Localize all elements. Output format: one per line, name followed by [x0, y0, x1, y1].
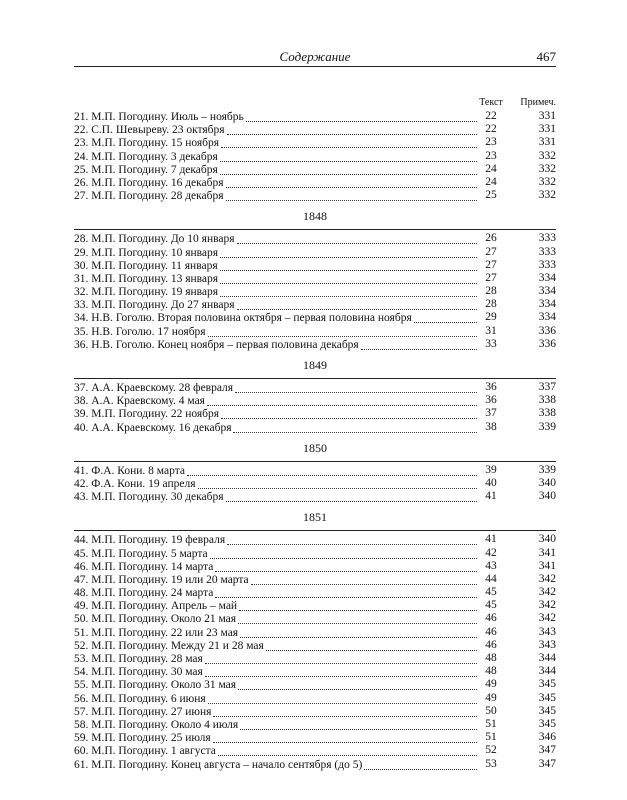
- toc-entry-line: [74, 612, 477, 626]
- toc-entry: [74, 259, 556, 272]
- notes-page-number: 338: [538, 394, 556, 407]
- toc-entry-line: [74, 311, 477, 325]
- toc-entry-line: [74, 652, 477, 666]
- notes-page-number: 332: [538, 175, 556, 188]
- toc-entry-line: [74, 639, 477, 653]
- notes-page-number: 347: [538, 757, 556, 770]
- dot-leader: [215, 560, 477, 572]
- toc-entry-title: 55. М.П. Погодину. Около 31 мая: [74, 679, 237, 692]
- toc-entry: [74, 394, 556, 407]
- toc-entry-line: [74, 533, 477, 547]
- toc-entry-line: [74, 692, 477, 706]
- dot-leader: [198, 477, 477, 489]
- notes-page-number: 346: [538, 731, 556, 744]
- text-page-number: 28: [485, 298, 497, 311]
- toc-entry: [74, 325, 556, 338]
- notes-page-number: 333: [538, 232, 556, 245]
- toc-entry-title: 44. М.П. Погодину. 19 февраля: [74, 534, 226, 547]
- text-page-number: 46: [485, 638, 497, 651]
- toc-entry-title: 33. М.П. Погодину. До 27 января: [74, 299, 235, 312]
- toc-entry: [74, 189, 556, 202]
- toc-entry: [74, 639, 556, 652]
- toc-entry-title: 35. Н.В. Гоголю. 17 ноября: [74, 325, 206, 338]
- toc-entry-title: 40. А.А. Краевскому. 16 декабря: [74, 421, 232, 434]
- toc-entry-line: [74, 136, 477, 150]
- toc-entry-title: 26. М.П. Погодину. 16 декабря: [74, 176, 224, 189]
- toc-entry-line: [74, 189, 477, 203]
- text-page-number: 41: [485, 490, 497, 503]
- toc-entry: [74, 421, 556, 434]
- text-page-number: 52: [485, 744, 497, 757]
- dot-leader: [237, 298, 477, 310]
- dot-leader: [240, 626, 477, 638]
- notes-page-number: 333: [538, 258, 556, 271]
- toc-entry-title: 39. М.П. Погодину. 22 ноября: [74, 408, 220, 421]
- dot-leader: [187, 464, 477, 476]
- toc-entry-line: [74, 421, 477, 435]
- dot-leader: [220, 259, 477, 271]
- year-heading: [74, 503, 556, 533]
- toc-entry-line: [74, 407, 477, 421]
- text-page-number: 31: [485, 324, 497, 337]
- toc-entry: [74, 692, 556, 705]
- toc-entry: [74, 612, 556, 625]
- text-page-number: 37: [485, 407, 497, 420]
- toc-entry-title: 45. М.П. Погодину. 5 марта: [74, 547, 208, 560]
- toc-entry: [74, 285, 556, 298]
- toc-entry: [74, 490, 556, 503]
- toc-entry: [74, 744, 556, 757]
- notes-page-number: 339: [538, 420, 556, 433]
- dot-leader: [227, 123, 477, 135]
- text-page-number: 48: [485, 665, 497, 678]
- notes-page-number: 331: [538, 110, 556, 122]
- notes-page-number: 347: [538, 744, 556, 757]
- text-page-number: 51: [485, 717, 497, 730]
- dot-leader: [361, 338, 477, 350]
- toc-entry-title: 49. М.П. Погодину. Апрель – май: [74, 600, 238, 613]
- notes-page-number: 339: [538, 463, 556, 476]
- toc-entry: [74, 338, 556, 351]
- dot-leader: [221, 407, 477, 419]
- toc-entry-title: 42. Ф.А. Кони. 19 апреля: [74, 477, 196, 490]
- toc-entry-title: 47. М.П. Погодину. 19 или 20 марта: [74, 573, 249, 586]
- notes-page-number: 338: [538, 407, 556, 420]
- toc-entry-line: [74, 573, 477, 587]
- text-page-number: 45: [485, 599, 497, 612]
- notes-page-number: 342: [538, 572, 556, 585]
- toc-entry: [74, 573, 556, 586]
- text-page-number: 49: [485, 691, 497, 704]
- toc-entry-title: 41. Ф.А. Кони. 8 марта: [74, 464, 185, 477]
- dot-leader: [205, 652, 477, 664]
- notes-page-number: 342: [538, 599, 556, 612]
- dot-leader: [215, 586, 477, 598]
- toc-entry-line: [74, 626, 477, 640]
- column-header-text: Текст: [479, 97, 503, 108]
- dot-leader: [213, 731, 477, 743]
- toc-entry-title: 38. А.А. Краевскому. 4 мая: [74, 395, 205, 408]
- toc-entry-line: [74, 678, 477, 692]
- notes-page-number: 333: [538, 245, 556, 258]
- text-page-number: 51: [485, 731, 497, 744]
- toc-entry: [74, 586, 556, 599]
- toc-entry-title: 56. М.П. Погодину. 6 июня: [74, 692, 206, 705]
- toc-entry-line: [74, 477, 477, 491]
- notes-page-number: 343: [538, 625, 556, 638]
- toc-entry-line: [74, 381, 477, 395]
- toc-entry-line: [74, 246, 477, 260]
- toc-entry-title: 22. С.П. Шевыреву. 23 октября: [74, 124, 225, 137]
- text-page-number: 46: [485, 625, 497, 638]
- notes-page-number: 334: [538, 285, 556, 298]
- toc-entry-title: 61. М.П. Погодину. Конец августа – начало сентября (до 5): [74, 758, 363, 771]
- text-page-number: 40: [485, 476, 497, 489]
- year-heading: [74, 351, 556, 381]
- toc-entry-title: 21. М.П. Погодину. Июль – ноябрь: [74, 111, 244, 123]
- toc-entry-line: [74, 718, 477, 732]
- toc-entry-title: 46. М.П. Погодину. 14 марта: [74, 560, 214, 573]
- page-number: 467: [536, 49, 556, 64]
- toc-entry-line: [74, 758, 477, 772]
- text-page-number: 36: [485, 394, 497, 407]
- table-of-contents: [74, 110, 556, 771]
- text-page-number: 22: [485, 123, 497, 136]
- text-page-number: 44: [485, 572, 497, 585]
- toc-entry: [74, 731, 556, 744]
- toc-entry: [74, 163, 556, 176]
- dot-leader: [414, 311, 477, 323]
- year-label: 1851: [303, 510, 327, 525]
- notes-page-number: 345: [538, 704, 556, 717]
- toc-entry-line: [74, 490, 477, 504]
- toc-entry: [74, 560, 556, 573]
- toc-entry-title: 31. М.П. Погодину. 13 января: [74, 272, 219, 285]
- toc-entry-line: [74, 464, 477, 478]
- dot-leader: [251, 573, 477, 585]
- toc-entry-title: 48. М.П. Погодину. 24 марта: [74, 587, 214, 600]
- dot-leader: [226, 189, 477, 201]
- dot-leader: [364, 758, 477, 770]
- text-page-number: 46: [485, 612, 497, 625]
- year-heading: [74, 434, 556, 464]
- year-label: 1850: [303, 440, 327, 455]
- toc-entry: [74, 665, 556, 678]
- text-page-number: 45: [485, 586, 497, 599]
- notes-page-number: 343: [538, 638, 556, 651]
- dot-leader: [221, 136, 477, 148]
- toc-entry: [74, 678, 556, 691]
- toc-entry: [74, 150, 556, 163]
- text-page-number: 27: [485, 245, 497, 258]
- toc-entry-title: 54. М.П. Погодину. 30 мая: [74, 666, 203, 679]
- text-page-number: 25: [485, 189, 497, 202]
- toc-entry: [74, 246, 556, 259]
- toc-entry-line: [74, 665, 477, 679]
- notes-page-number: 334: [538, 298, 556, 311]
- toc-entry: [74, 407, 556, 420]
- notes-page-number: 340: [538, 533, 556, 546]
- toc-entry-title: 58. М.П. Погодину. Около 4 июля: [74, 718, 239, 731]
- toc-entry: [74, 599, 556, 612]
- divider: [74, 229, 556, 230]
- notes-page-number: 332: [538, 149, 556, 162]
- toc-entry: [74, 718, 556, 731]
- toc-entry: [74, 136, 556, 149]
- dot-leader: [220, 150, 477, 162]
- toc-entry: [74, 533, 556, 546]
- notes-page-number: 344: [538, 652, 556, 664]
- toc-entry-title: 29. М.П. Погодину. 10 января: [74, 246, 219, 259]
- toc-entry-line: [74, 232, 477, 246]
- toc-entry: [74, 547, 556, 560]
- toc-entry: [74, 626, 556, 639]
- toc-entry-line: [74, 731, 477, 745]
- toc-entry-title: 30. М.П. Погодину. 11 января: [74, 259, 218, 272]
- toc-entry-title: 27. М.П. Погодину. 28 декабря: [74, 190, 224, 203]
- section-title: Содержание: [279, 49, 351, 64]
- dot-leader: [205, 665, 477, 677]
- toc-entry: [74, 298, 556, 311]
- toc-entry: [74, 176, 556, 189]
- toc-entry-title: 24. М.П. Погодину. 3 декабря: [74, 150, 218, 163]
- toc-entry-line: [74, 176, 477, 190]
- notes-page-number: 334: [538, 311, 556, 324]
- dot-leader: [239, 599, 477, 611]
- notes-page-number: 336: [538, 324, 556, 337]
- notes-page-number: 344: [538, 665, 556, 678]
- toc-entry-line: [74, 259, 477, 273]
- dot-leader: [207, 394, 477, 406]
- dot-leader: [227, 533, 477, 545]
- toc-entry-line: [74, 150, 477, 164]
- text-page-number: 36: [485, 381, 497, 393]
- notes-page-number: 342: [538, 586, 556, 599]
- notes-page-number: 345: [538, 678, 556, 691]
- notes-page-number: 340: [538, 476, 556, 489]
- toc-entry-title: 53. М.П. Погодину. 28 мая: [74, 653, 203, 665]
- notes-page-number: 334: [538, 271, 556, 284]
- toc-entry-line: [74, 298, 477, 312]
- dot-leader: [213, 705, 477, 717]
- text-page-number: 23: [485, 136, 497, 149]
- text-page-number: 26: [485, 232, 497, 245]
- toc-entry: [74, 758, 556, 771]
- dot-leader: [220, 272, 477, 284]
- dot-leader: [240, 718, 477, 730]
- text-page-number: 24: [485, 162, 497, 175]
- text-page-number: 24: [485, 175, 497, 188]
- text-page-number: 50: [485, 704, 497, 717]
- notes-page-number: 341: [538, 559, 556, 572]
- toc-entry-line: [74, 272, 477, 286]
- notes-page-number: 331: [538, 136, 556, 149]
- toc-entry: [74, 123, 556, 136]
- toc-entry-title: 51. М.П. Погодину. 22 или 23 мая: [74, 626, 239, 639]
- toc-entry-title: 57. М.П. Погодину. 27 июня: [74, 705, 212, 718]
- text-page-number: 27: [485, 258, 497, 271]
- toc-entry-line: [74, 110, 477, 124]
- toc-entry: [74, 110, 556, 123]
- toc-entry-line: [74, 547, 477, 561]
- notes-page-number: 345: [538, 717, 556, 730]
- dot-leader: [210, 547, 477, 559]
- text-page-number: 29: [485, 311, 497, 324]
- text-page-number: 41: [485, 533, 497, 546]
- text-page-number: 28: [485, 285, 497, 298]
- text-page-number: 39: [485, 463, 497, 476]
- toc-entry-title: 52. М.П. Погодину. Между 21 и 28 мая: [74, 639, 264, 652]
- toc-entry-title: 34. Н.В. Гоголю. Вторая половина октября – первая половина ноября: [74, 312, 412, 325]
- toc-entry-title: 50. М.П. Погодину. Около 21 мая: [74, 613, 237, 626]
- notes-page-number: 332: [538, 162, 556, 175]
- toc-entry: [74, 464, 556, 477]
- toc-entry: [74, 652, 556, 665]
- notes-page-number: 332: [538, 189, 556, 202]
- text-page-number: 42: [485, 546, 497, 559]
- toc-entry-line: [74, 163, 477, 177]
- text-page-number: 23: [485, 149, 497, 162]
- dot-leader: [233, 421, 477, 433]
- column-header-notes: Примеч.: [520, 97, 556, 108]
- toc-entry-line: [74, 338, 477, 352]
- text-page-number: 27: [485, 271, 497, 284]
- toc-entry-title: 32. М.П. Погодину. 19 января: [74, 286, 219, 299]
- dot-leader: [220, 246, 477, 258]
- notes-page-number: 340: [538, 490, 556, 503]
- toc-entry-line: [74, 744, 477, 758]
- dot-leader: [266, 639, 477, 651]
- toc-entry-title: 37. А.А. Краевскому. 28 февраля: [74, 382, 234, 394]
- toc-entry-title: 28. М.П. Погодину. До 10 января: [74, 233, 235, 246]
- text-page-number: 43: [485, 559, 497, 572]
- year-label: 1848: [303, 209, 327, 224]
- toc-entry-title: 60. М.П. Погодину. 1 августа: [74, 745, 216, 758]
- dot-leader: [237, 232, 477, 244]
- dot-leader: [220, 163, 477, 175]
- dot-leader: [220, 285, 477, 297]
- toc-entry-title: 36. Н.В. Гоголю. Конец ноября – первая половина декабря: [74, 338, 359, 351]
- toc-entry-line: [74, 123, 477, 137]
- toc-entry: [74, 232, 556, 245]
- dot-leader: [226, 176, 477, 188]
- text-page-number: 49: [485, 678, 497, 691]
- text-page-number: 53: [485, 757, 497, 770]
- dot-leader: [208, 692, 477, 704]
- notes-page-number: 336: [538, 337, 556, 350]
- toc-entry-line: [74, 325, 477, 339]
- notes-page-number: 331: [538, 123, 556, 136]
- notes-page-number: 341: [538, 546, 556, 559]
- toc-entry: [74, 311, 556, 324]
- toc-entry-line: [74, 586, 477, 600]
- toc-entry: [74, 477, 556, 490]
- divider: [74, 378, 556, 379]
- toc-entry-title: 25. М.П. Погодину. 7 декабря: [74, 163, 218, 176]
- dot-leader: [226, 490, 477, 502]
- dot-leader: [218, 744, 477, 756]
- toc-entry: [74, 272, 556, 285]
- dot-leader: [235, 381, 477, 393]
- dot-leader: [246, 110, 477, 122]
- notes-page-number: 345: [538, 691, 556, 704]
- running-header: [74, 50, 556, 67]
- year-heading: [74, 202, 556, 232]
- toc-entry-line: [74, 560, 477, 574]
- divider: [74, 530, 556, 531]
- notes-page-number: 337: [538, 381, 556, 393]
- toc-entry-line: [74, 285, 477, 299]
- text-page-number: 38: [485, 420, 497, 433]
- toc-entry-line: [74, 705, 477, 719]
- divider: [74, 461, 556, 462]
- dot-leader: [208, 325, 477, 337]
- dot-leader: [238, 612, 477, 624]
- toc-entry-line: [74, 599, 477, 613]
- notes-page-number: 342: [538, 612, 556, 625]
- toc-entry: [74, 705, 556, 718]
- text-page-number: 33: [485, 337, 497, 350]
- toc-entry-line: [74, 394, 477, 408]
- toc-entry-title: 43. М.П. Погодину. 30 декабря: [74, 491, 224, 504]
- dot-leader: [238, 678, 477, 690]
- toc-entry-title: 23. М.П. Погодину. 15 ноября: [74, 137, 220, 150]
- year-label: 1849: [303, 358, 327, 372]
- toc-entry: [74, 381, 556, 394]
- text-page-number: 22: [485, 110, 497, 122]
- text-page-number: 48: [485, 652, 497, 664]
- toc-entry-title: 59. М.П. Погодину. 25 июля: [74, 732, 211, 745]
